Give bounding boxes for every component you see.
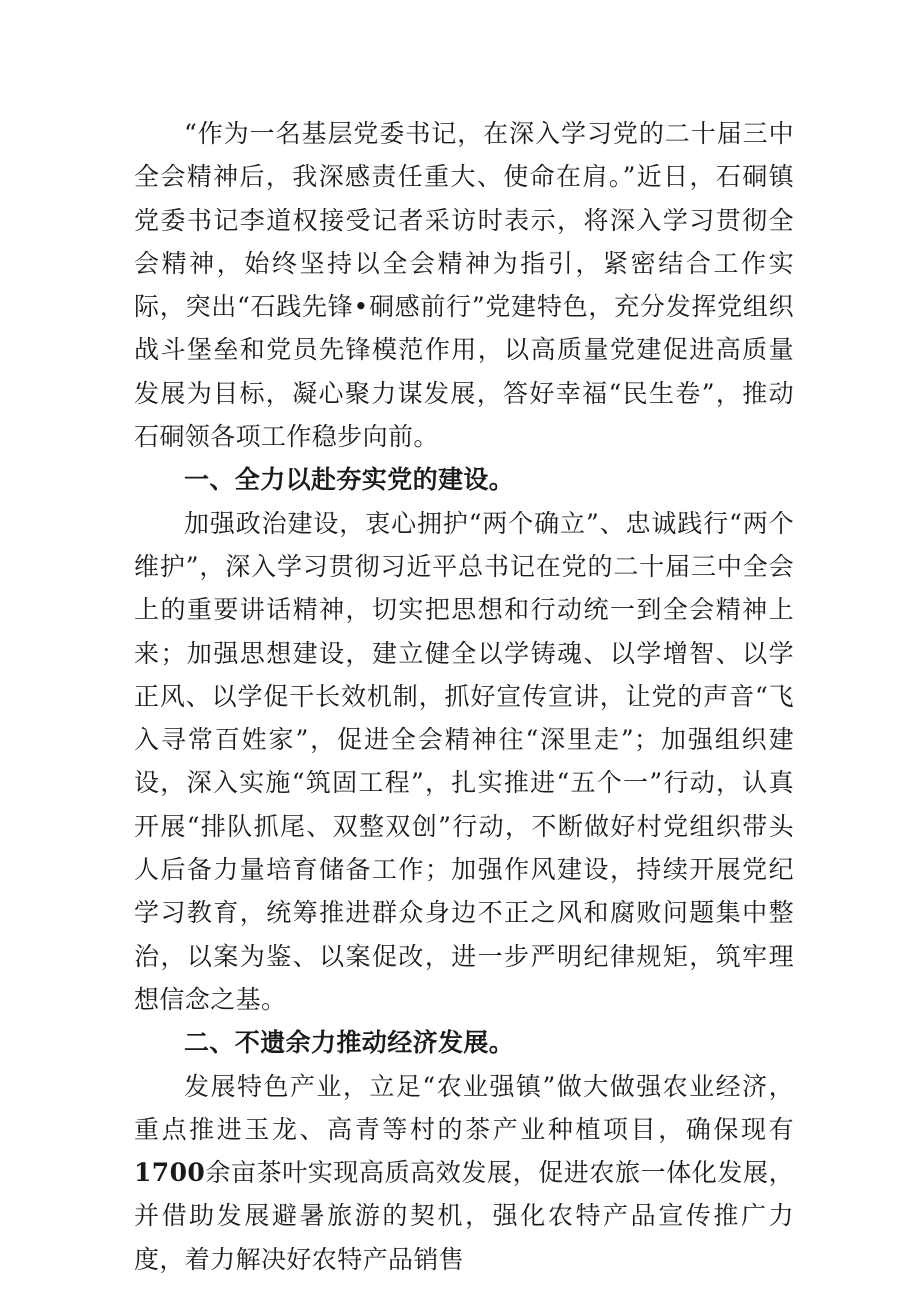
tea-acreage-number: 1700 bbox=[134, 1158, 206, 1188]
section-1-heading: 一、全力以赴夯实党的建设。 bbox=[184, 465, 515, 495]
section-1-paragraph: 加强政治建设，衷心拥护“两个确立”、忠诚践行“两个维护”，深入学习贯彻习近平总书记在党的二十届三中全会上的重要讲话精神，切实把思想和行动统一到全会精神上来；加强思想建设，建立健全以学铸魂、以学增智、以学正风、以学促干长效机制，抓好宣传宣讲，让党的声音“飞入寻常百姓家”，促进全会精神往“深里走”；加强组织建设，深入实施“筑固工程”，扎实推进“五个一”行动，认真开展“排队抓尾、双整双创”行动，不断做好村党组织带头人后备力量培育储备工作；加强作风建设，持续开展党纪学习教育，统筹推进群众身边不正之风和腐败问题集中整治，以案为鉴、以案促改，进一步严明纪律规矩，筑牢理想信念之基。 bbox=[134, 508, 794, 1014]
section-2-heading: 二、不遗余力推动经济发展。 bbox=[184, 1028, 515, 1058]
section-2-text-after: 余亩茶叶实现高质高效发展，促进农旅一体化发展，并借助发展避暑旅游的契机，强化农特产品宣传推广力度，着力解决好农特产品销售 bbox=[134, 1158, 794, 1274]
intro-paragraph: “作为一名基层党委书记，在深入学习党的二十届三中全会精神后，我深感责任重大、使命在肩。”近日，石硐镇党委书记李道权接受记者采访时表示，将深入学习贯彻全会精神，始终坚持以全会精神为指引，紧密结合工作实际，突出“石践先锋•硐感前行”党建特色，充分发挥党组织战斗堡垒和党员先锋模范作用，以高质量党建促进高质量发展为目标，凝心聚力谋发展，答好幸福“民生卷”，推动石硐领各项工作稳步向前。 bbox=[134, 119, 794, 452]
section-2-text-before: 发展特色产业，立足“农业强镇”做大做强农业经济，重点推进玉龙、高青等村的茶产业种植项目，确保现有 bbox=[134, 1071, 794, 1144]
document-body bbox=[134, 112, 794, 1281]
section-2-paragraph bbox=[134, 1065, 794, 1281]
